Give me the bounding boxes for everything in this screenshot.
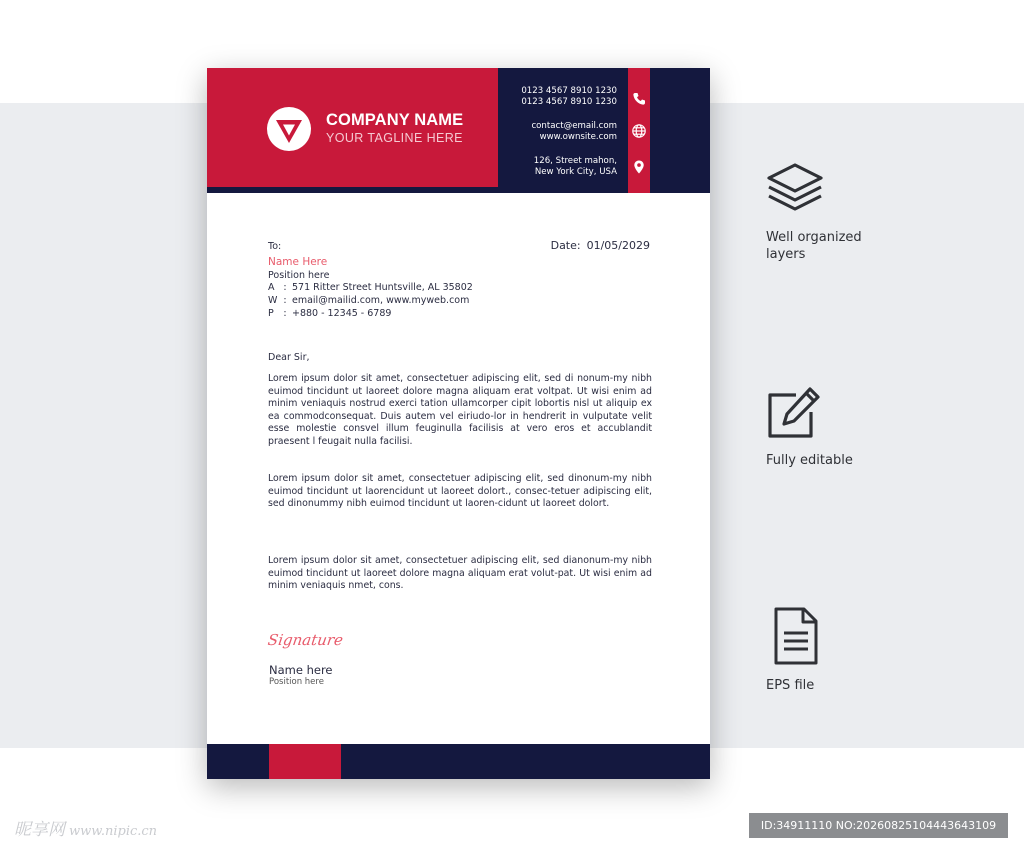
company-name: COMPANY NAME bbox=[326, 111, 464, 129]
edit-icon bbox=[766, 384, 824, 442]
footer-red-block bbox=[269, 744, 341, 779]
contact-address bbox=[534, 156, 617, 178]
salutation: Dear Sir, bbox=[268, 352, 310, 363]
header-navy-strip bbox=[207, 187, 498, 193]
recipient-name: Name Here bbox=[268, 256, 328, 268]
body-paragraph-1: Lorem ipsum dolor sit amet, consectetuer adipiscing elit, sed di nonum-my nibh euimod tincidunt ut laoreet dolore magna aliquam erat voltpat. Ut wisi enim ad minim veniaquis nostrud exerci tation ullamcorper cipit lobortis nisl ut aliquip ex ea commodconsequat. Duis autem vel eiriudo-lor in hendrerit in vulputate velit esse molestie consvel illum feuginulla facilisis at vero eros et accublandit praesent l feugait nulla facilisi. bbox=[268, 373, 652, 447]
feature-label-editable: Fully editable bbox=[766, 453, 853, 468]
address-line-1: 126, Street mahon, bbox=[533, 156, 617, 166]
recipient-position: Position here bbox=[268, 270, 330, 281]
date-value: 01/05/2029 bbox=[586, 239, 650, 252]
body-paragraph-2: Lorem ipsum dolor sit amet, consectetuer adipiscing elit, sed dinonum-my nibh euimod tincidunt ut laorencidunt ut laoreet dolort., consec-tetuer adipiscing elit, sed dinonummy nibh euimod tincidunt ut laoren-cidunt ut laoreet dolort. bbox=[268, 473, 652, 510]
company-tagline: YOUR TAGLINE HERE bbox=[326, 131, 463, 145]
feature-label-layers: Well organized layers bbox=[766, 230, 862, 262]
company-logo-icon bbox=[267, 107, 311, 151]
phone-line-2: 0123 4567 8910 1230 bbox=[521, 97, 617, 107]
globe-icon bbox=[630, 122, 648, 140]
signer-name: Name here bbox=[269, 663, 333, 677]
feature-label-eps: EPS file bbox=[766, 678, 815, 693]
recipient-phone: P : +880 - 12345 - 6789 bbox=[268, 308, 392, 319]
contact-website: www.ownsite.com bbox=[539, 132, 617, 142]
layers-icon bbox=[766, 160, 824, 218]
contact-email: contact@email.com bbox=[531, 121, 617, 131]
watermark-brand: 昵享网 bbox=[14, 820, 65, 840]
recipient-address: A : 571 Ritter Street Huntsville, AL 35802 bbox=[268, 282, 473, 293]
phone-line-1: 0123 4567 8910 1230 bbox=[521, 86, 617, 96]
image-id-bar: ID:34911110 NO:20260825104443643109 bbox=[749, 813, 1008, 838]
address-line-2: New York City, USA bbox=[534, 167, 617, 177]
contact-web bbox=[531, 121, 617, 143]
file-icon bbox=[766, 606, 824, 666]
location-pin-icon bbox=[630, 158, 648, 176]
date-label: Date: bbox=[550, 239, 581, 252]
recipient-web: W : email@mailid.com, www.myweb.com bbox=[268, 295, 470, 306]
phone-icon bbox=[630, 90, 648, 108]
contact-phones bbox=[521, 86, 617, 108]
to-label: To: bbox=[268, 241, 282, 252]
watermark bbox=[14, 815, 157, 840]
signer-position: Position here bbox=[269, 677, 324, 687]
body-paragraph-3: Lorem ipsum dolor sit amet, consectetuer adipiscing elit, sed dianonum-my nibh euimod tincidunt ut laoreet dolore magna aliquam erat volut-pat. Ut wisi enim ad minim veniaquis nmet, cons. bbox=[268, 555, 652, 592]
date-field bbox=[551, 239, 650, 252]
signature: Signature bbox=[266, 631, 345, 649]
watermark-url: www.nipic.cn bbox=[69, 824, 158, 839]
letterhead-page bbox=[207, 68, 710, 779]
